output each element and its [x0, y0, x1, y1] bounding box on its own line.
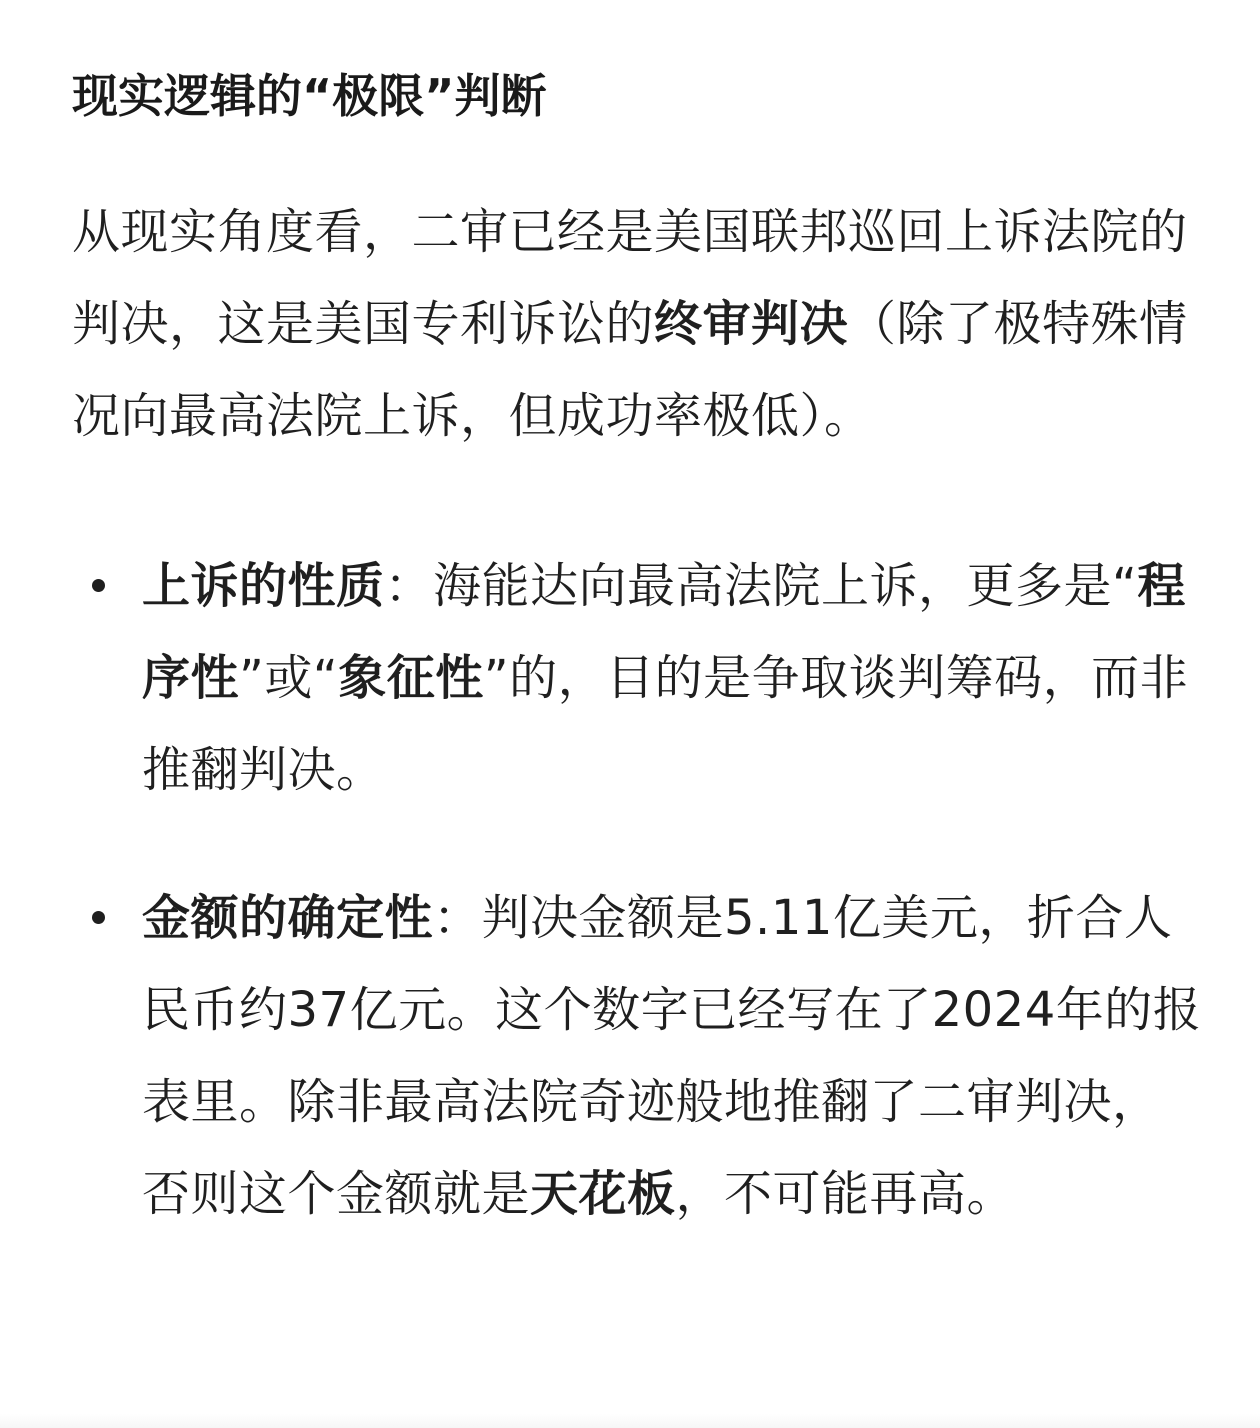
intro-text-after: （除了极特殊情况向最高法院上诉，但成功率极低）。	[72, 296, 1188, 444]
bullet-text: ：海能达向最高法院上诉，更多是“	[384, 558, 1138, 614]
article-content	[72, 60, 1202, 1240]
bullet-bold-text: 象征性	[338, 650, 484, 706]
bullet-bold-text: 程序性	[142, 558, 1186, 706]
section-heading: 现实逻辑的“极限”判断	[72, 69, 547, 123]
bullet-dot-icon	[92, 579, 105, 592]
bullet-text: ，不可能再高。	[675, 1166, 1016, 1222]
bullet-item-appeal-nature	[72, 540, 1202, 816]
bullet-label: 金额的确定性	[142, 890, 434, 946]
intro-paragraph	[72, 186, 1202, 462]
bullet-list	[72, 540, 1202, 1240]
bottom-fade	[0, 1414, 1260, 1428]
bullet-dot-icon	[92, 911, 105, 924]
intro-text-before: 从现实角度看，二审已经是美国联邦巡回上诉法院的判决，这是美国专利诉讼的	[72, 204, 1188, 352]
bullet-item-amount-certainty	[72, 872, 1202, 1240]
bullet-text: ：判决金额是5.11亿美元，折合人民币约37亿元。这个数字已经写在了2024年的报表里。除非最高法院奇迹般地推翻了二审判决，否则这个金额就是	[142, 890, 1202, 1222]
bullet-text: ”或“	[239, 650, 339, 706]
bullet-text: ”的，目的是争取谈判筹码，而非推翻判决。	[142, 650, 1189, 798]
intro-bold-text: 终审判决	[654, 296, 849, 352]
bullet-label: 上诉的性质	[142, 558, 385, 614]
bullet-bold-text: 天花板	[530, 1166, 676, 1222]
